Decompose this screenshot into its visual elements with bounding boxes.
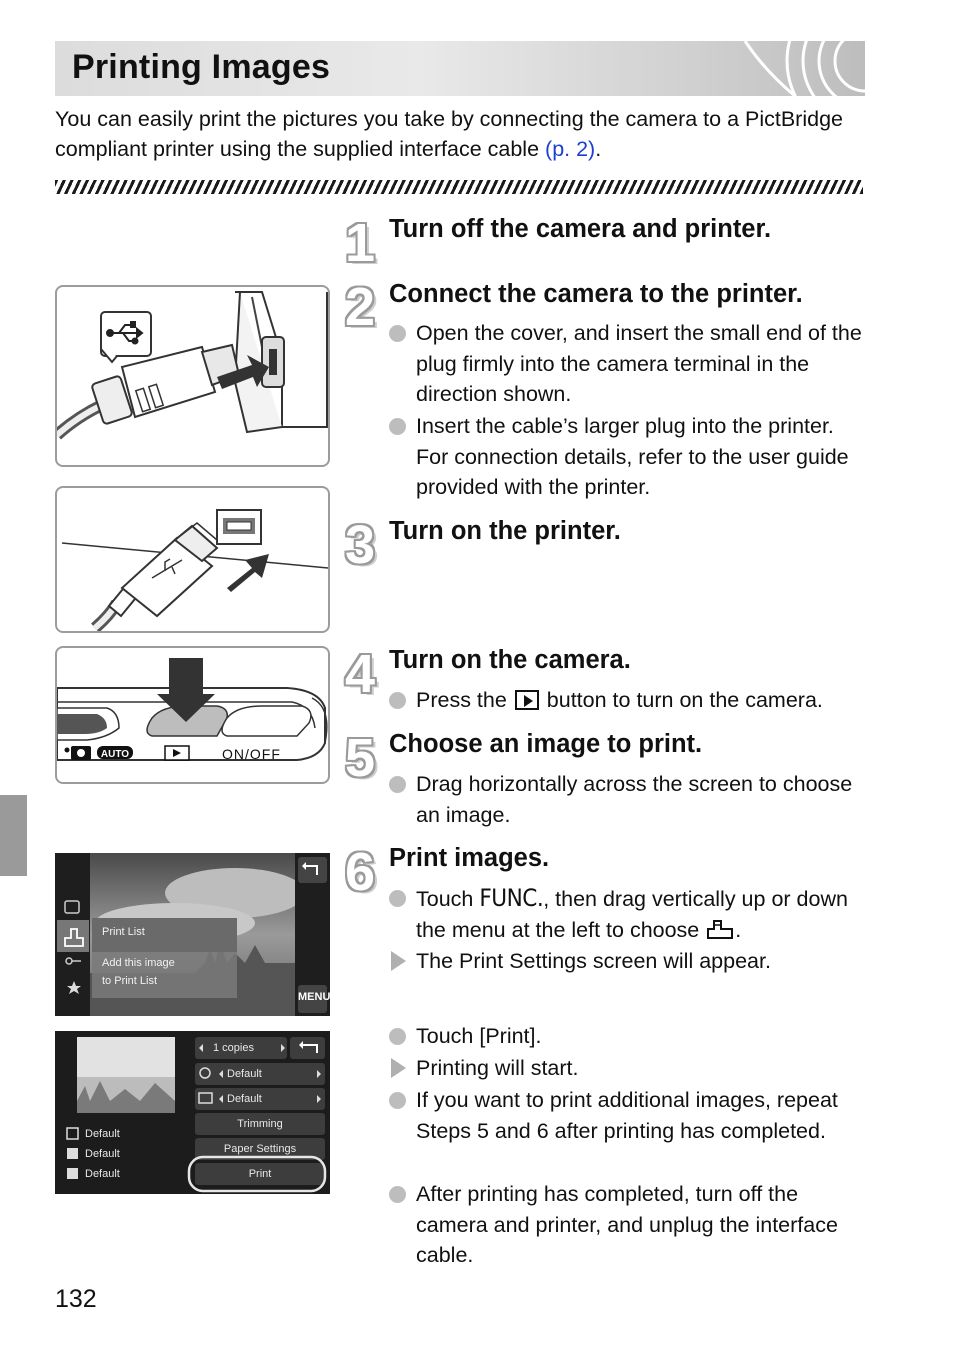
camera-top-buttons-image <box>57 648 328 782</box>
step-1-number: 1 <box>344 213 376 273</box>
intro-paragraph <box>55 104 855 164</box>
camera-buttons-illustration <box>55 646 330 784</box>
step-2-number: 2 <box>344 277 376 337</box>
print-list-item[interactable]: Print List <box>102 926 145 938</box>
file-option-selector[interactable]: Default <box>227 1093 262 1105</box>
decorative-arcs-icon <box>735 41 865 96</box>
step-6-number: 6 <box>344 842 376 902</box>
step-6-title: Print images. <box>389 844 550 872</box>
step-4-number: 4 <box>344 644 376 704</box>
step-5-number: 5 <box>344 728 376 788</box>
left-setting-2: Default <box>85 1148 120 1160</box>
step-6-result-2: Printing will start. <box>416 1056 579 1080</box>
print-settings-screen <box>55 1031 330 1194</box>
add-image-item-line2: to Print List <box>102 975 158 987</box>
step-6-bullet-4: After printing has completed, turn off the camera and printer, and unplug the interface cable. <box>416 1182 838 1267</box>
chapter-side-tab <box>0 795 27 876</box>
print-icon <box>705 917 735 941</box>
step-1-title: Turn off the camera and printer. <box>389 215 772 243</box>
print-button[interactable]: Print <box>248 1168 272 1180</box>
step-6-result-1: The Print Settings screen will appear. <box>416 949 771 973</box>
auto-label: AUTO <box>100 749 130 760</box>
page-title: Printing Images <box>72 48 331 86</box>
step-5-bullet: Drag horizontally across the screen to choose an image. <box>416 772 853 827</box>
copies-selector[interactable]: 1 copies <box>213 1042 254 1054</box>
intro-text: You can easily print the pictures you take by connecting the camera to a PictBridge compliant printer using the supplied interface cable <box>55 107 843 161</box>
date-option-selector[interactable]: Default <box>227 1068 262 1080</box>
camera-cable-illustration <box>55 285 330 467</box>
step-6-bullet-1: Touch FUNC., then drag vertically up or down the menu at the left to choose . <box>416 884 848 942</box>
func-menu-background <box>55 853 330 1016</box>
left-setting-1: Default <box>85 1128 120 1140</box>
trimming-button[interactable]: Trimming <box>237 1118 283 1130</box>
hatched-divider <box>55 180 863 194</box>
left-setting-3: Default <box>85 1168 120 1180</box>
step-6-bullet-3: If you want to print additional images, repeat Steps 5 and 6 after printing has completed. <box>416 1088 838 1143</box>
title-bar <box>55 41 865 96</box>
menu-button[interactable]: MENU <box>298 991 330 1003</box>
page-number: 132 <box>55 1285 97 1313</box>
step-2-bullet-2: Insert the cable’s larger plug into the printer. For connection details, refer to the user guide provided with the printer. <box>416 414 849 499</box>
camera-usb-connection-image <box>57 287 328 465</box>
paper-settings-button[interactable]: Paper Settings <box>223 1143 297 1155</box>
step-6-bullet-2: Touch [Print]. <box>416 1024 542 1048</box>
step-2-title: Connect the camera to the printer. <box>389 280 803 308</box>
step-3-number: 3 <box>344 515 376 575</box>
printer-cable-illustration <box>55 486 330 633</box>
func-label: FUNC. <box>479 884 544 912</box>
step-3-title: Turn on the printer. <box>389 517 621 545</box>
step-5-title: Choose an image to print. <box>389 730 703 758</box>
func-menu-screen <box>55 853 330 1016</box>
printer-usb-connection-image <box>57 488 328 631</box>
playback-button-icon <box>515 690 539 710</box>
step-4-title: Turn on the camera. <box>389 646 631 674</box>
step-2-bullet-1: Open the cover, and insert the small end of the plug firmly into the camera terminal in the direction shown. <box>416 321 862 406</box>
intro-end: . <box>595 137 602 161</box>
page-reference-link[interactable]: (p. 2) <box>545 137 596 161</box>
add-image-item-line1[interactable]: Add this image <box>102 957 175 969</box>
step-4-bullet: Press the button to turn on the camera. <box>416 688 823 712</box>
onoff-label: ON/OFF <box>222 746 281 762</box>
